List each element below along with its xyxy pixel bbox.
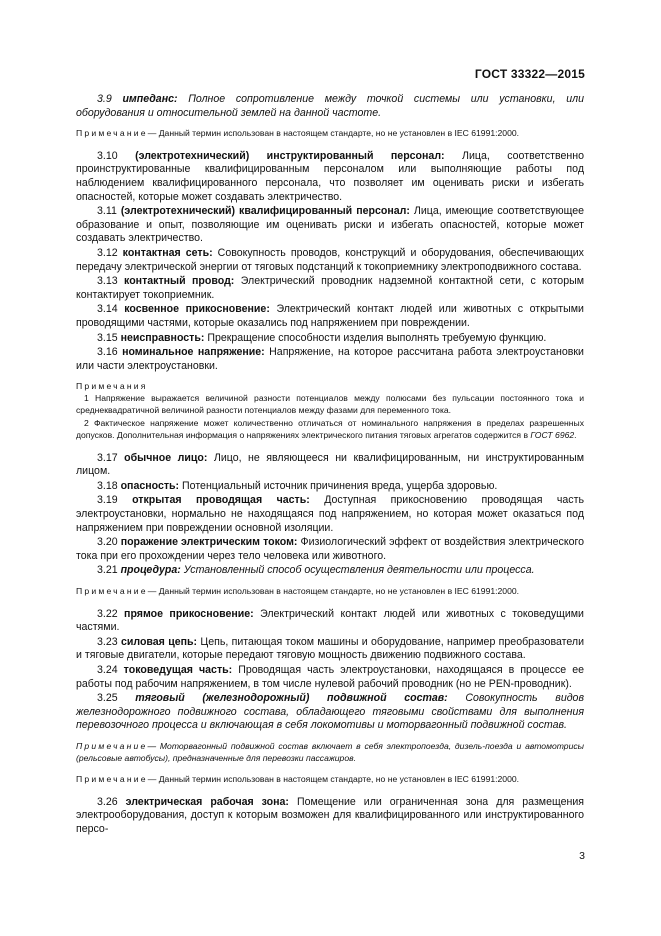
term-definition: Лица, соответственно проинструктированные квалифицированным персоналом или выполняющие работы под наблюдением квалифицированного персонала, что позволяет им оценивать риски и избегать опасностей, которые может создавать электричество.	[76, 149, 584, 203]
note-3-25-a: Примечание— Моторвагонный подвижной состав включает в себя электропоезда, дизель-поезда и автомотрисы (рельсовые автобусы), предназначенные для перевозки пассажиров.	[76, 740, 584, 763]
term-definition: Доступная прикосновению проводящая часть электроустановки, нормально не находящаяся под напряжением, но которая может оказаться под напряжением при повреждении основной изоляции.	[76, 494, 584, 534]
term-title: неисправность:	[120, 331, 205, 344]
term-title: (электротехнический) инструктированный персонал:	[135, 149, 445, 162]
term-definition: Полное сопротивление между точкой системы или установки, или оборудования и относительной землей на данной частоте.	[76, 93, 584, 119]
term-definition: Электрический контакт людей или животных с открытыми проводящими частями, которые оказались под напряжением при повреждении.	[76, 303, 584, 329]
term-3-14: 3.14 косвенное прикосновение: Электрический контакт людей или животных с открытыми проводящими частями, которые оказались под напряжением при повреждении.	[76, 303, 584, 329]
term-3-23: 3.23 силовая цепь: Цепь, питающая током машины и оборудование, например преобразователи и тяговые двигатели, которые передают тяговую мощность движению подвижного состава.	[76, 635, 584, 662]
term-title: открытая проводящая часть:	[132, 494, 310, 507]
term-definition: Лицо, не являющееся ни квалифицированным, ни инструктированным лицом.	[76, 451, 585, 478]
note-item-1: 1 Напряжение выражается величиной разности потенциалов между полюсами без пульсации постоянного тока и среднеквадратичной величиной разности потенциалов между фазами для переменного тока.	[76, 393, 584, 415]
term-definition: Совокупность проводов, конструкций и оборудования, обеспечивающих передачу электрической энергии от тяговых подстанций к токоприемнику электроподвижного состава.	[76, 246, 584, 273]
term-title: тяговый (железнодорожный) подвижной состав:	[135, 692, 448, 705]
term-3-22: 3.22 прямое прикосновение: Электрический контакт людей или животных с токоведущими частями.	[76, 607, 584, 634]
term-definition: Установленный способ осуществления деятельности или процесса.	[183, 564, 535, 577]
term-title: поражение электрическим током:	[120, 536, 298, 549]
note-item-2: 2 Фактическое напряжение может количественно отличаться от номинального напряжения в пределах разрешенных допусков. Дополнительная информация о напряжениях электрического питания тяговых агрегатов содержится в ГОСТ 6962.	[76, 418, 584, 441]
term-3-18: 3.18 опасность: Потенциальный источник причинения вреда, ущерба здоровью.	[97, 479, 498, 492]
term-title: импеданс:	[122, 93, 178, 105]
term-definition: Электрический контакт людей или животных с токоведущими частями.	[76, 607, 584, 634]
term-3-17: 3.17 обычное лицо: Лицо, не являющееся ни квалифицированным, ни инструктированным лицом.	[76, 451, 585, 478]
term-title: прямое прикосновение:	[124, 607, 254, 620]
term-3-15: 3.15 неисправность: Прекращение способности изделия выполнять требуемую функцию.	[97, 331, 547, 344]
document-body	[76, 93, 584, 838]
term-3-12: 3.12 контактная сеть: Совокупность проводов, конструкций и оборудования, обеспечивающих передачу электрической энергии от тяговых подстанций к токоприемнику электроподвижного состава.	[76, 246, 584, 273]
term-definition: Физиологический эффект от воздействия электрического тока при его прохождении через тело человека или животного.	[76, 536, 584, 562]
term-3-19: 3.19 открытая проводящая часть: Доступная прикосновению проводящая часть электроустановки, нормально не находящаяся под напряжением, но которая может оказаться под напряжением при повреждении основной изоляции.	[76, 494, 584, 534]
term-3-11: 3.11 (электротехнический) квалифицированный персонал: Лица, имеющие соответствующее образование и опыт, позволяющие им оценивать риски и избегать опасностей, которые может создавать электричество.	[76, 205, 584, 245]
term-definition: Совокупность видов железнодорожного подвижного состава, обладающего тяговыми свойствами для выполнения перевозочного процесса и включающая в себя локомотивы и моторвагонный подвижной состав.	[76, 692, 584, 732]
term-title: токоведущая часть:	[123, 663, 233, 676]
term-title: номинальное напряжение:	[122, 346, 265, 359]
term-3-21: 3.21 процедура: Установленный способ осуществления деятельности или процесса.	[97, 564, 535, 577]
term-definition: Электрический проводник надземной контактной сети, с которым контактирует токоприемник.	[76, 275, 584, 301]
term-title: (электротехнический) квалифицированный персонал:	[120, 205, 410, 218]
term-definition: Потенциальный источник причинения вреда, ущерба здоровью.	[182, 479, 498, 492]
term-definition: Лица, имеющие соответствующее образование и опыт, позволяющие им оценивать риски и избегать опасностей, которые может создавать электричество.	[76, 205, 584, 245]
standard-reference: ГОСТ 6962	[530, 430, 575, 441]
term-definition: Помещение или ограниченная зона для размещения электрооборудования, доступ к которым возможен для квалифицированного или инструктированного персо-	[76, 795, 584, 835]
term-3-26: 3.26 электрическая рабочая зона: Помещение или ограниченная зона для размещения электрооборудования, доступ к которым возможен для квалифицированного или инструктированного персо-	[76, 795, 584, 835]
term-title: контактная сеть:	[122, 246, 213, 259]
term-definition: Прекращение способности изделия выполнять требуемую функцию.	[207, 331, 547, 344]
term-title: силовая цепь:	[120, 635, 198, 648]
term-title: косвенное прикосновение:	[124, 303, 270, 316]
term-title: процедура:	[120, 564, 181, 577]
note-3-9: Примечание— Данный термин использован в настоящем стандарте, но не установлен в IEC 61991:2000.	[76, 128, 520, 139]
term-3-20: 3.20 поражение электрическим током: Физиологический эффект от воздействия электрического тока при его прохождении через тело человека или животного.	[76, 536, 584, 562]
term-title: опасность:	[120, 479, 180, 492]
term-3-9: 3.9 импеданс: Полное сопротивление между точкой системы или установки, или оборудования и относительной землей на данной частоте.	[76, 93, 584, 119]
document-code: ГОСТ 33322—2015	[474, 67, 585, 81]
notes-heading: Примечания	[76, 381, 148, 392]
term-definition: Напряжение, на которое рассчитана работа электроустановки или части электроустановки.	[76, 346, 584, 372]
term-title: обычное лицо:	[124, 451, 208, 464]
note-3-21: Примечание— Данный термин использован в настоящем стандарте, но не установлен в IEC 61991:2000.	[76, 586, 520, 596]
page-number: 3	[579, 850, 585, 862]
term-3-24: 3.24 токоведущая часть: Проводящая часть электроустановки, находящаяся в процессе ее работы под рабочим напряжением, в том числе нулевой рабочий проводник (но не PEN-проводник).	[76, 663, 584, 690]
term-3-25: 3.25 тяговый (железнодорожный) подвижной состав: Совокупность видов железнодорожного подвижного состава, обладающего тяговыми свойствами для выполнения перевозочного процесса и включающая в себя локомотивы и моторвагонный подвижной состав.	[76, 692, 584, 732]
term-3-10: 3.10 (электротехнический) инструктированный персонал: Лица, соответственно проинструктированные квалифицированным персоналом или выполняющие работы под наблюдением квалифицированного персонала, что позволяет им оценивать риски и избегать опасностей, которые может создавать электричество.	[76, 149, 584, 203]
term-3-13: 3.13 контактный провод: Электрический проводник надземной контактной сети, с которым контактирует токоприемник.	[76, 275, 584, 301]
note-3-25-b: Примечание— Данный термин использован в настоящем стандарте, но не установлен в IEC 61991:2000.	[76, 774, 520, 785]
term-3-16: 3.16 номинальное напряжение: Напряжение, на которое рассчитана работа электроустановки или части электроустановки.	[76, 346, 584, 372]
term-title: контактный провод:	[124, 275, 235, 288]
term-title: электрическая рабочая зона:	[125, 795, 289, 808]
term-definition: Проводящая часть электроустановки, находящаяся в процессе ее работы под рабочим напряжением, в том числе нулевой рабочий проводник (но не PEN-проводник).	[76, 663, 584, 690]
term-definition: Цепь, питающая током машины и оборудование, например преобразователи и тяговые двигатели, которые передают тяговую мощность движению подвижного состава.	[76, 635, 584, 662]
